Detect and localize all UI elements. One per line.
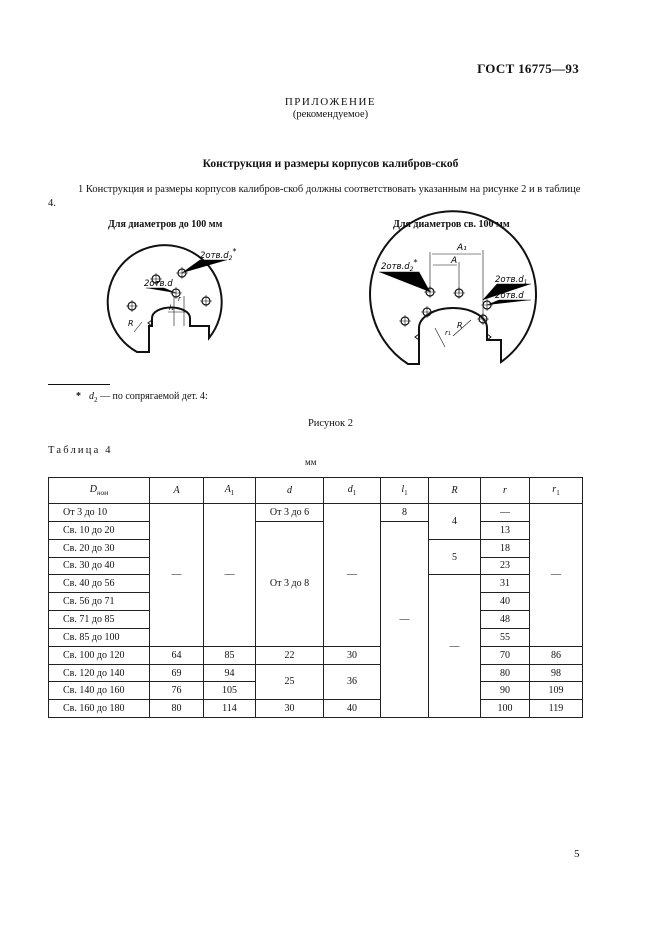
cell-d1: 40: [324, 700, 381, 718]
cell-r: 48: [481, 611, 530, 629]
cell-R: 4: [429, 504, 481, 540]
cell-r: 70: [481, 646, 530, 664]
cell-r: 23: [481, 557, 530, 575]
footnote-symbol-sub: 2: [94, 396, 98, 404]
section-title: Конструкция и размеры корпусов калибров-скоб: [202, 158, 459, 170]
left-label-d-holes: 2отв.d: [144, 279, 173, 289]
col-header-d: d: [256, 478, 324, 504]
col-header-D: $D_{ном}$: [49, 478, 150, 504]
cell-d1: —: [324, 504, 381, 647]
table-row: [49, 521, 583, 539]
cell-A: 76: [150, 682, 204, 700]
cell-A: 69: [150, 664, 204, 682]
cell-dnom: Св. 30 до 40: [49, 557, 150, 575]
cell-d1: 30: [324, 646, 381, 664]
cell-A1: 85: [204, 646, 256, 664]
cell-r1: —: [530, 504, 583, 647]
table-header-row: [49, 478, 583, 504]
table-row: [49, 664, 583, 682]
cell-dnom: Св. 140 до 160: [49, 682, 150, 700]
cell-dnom: Св. 10 до 20: [49, 521, 150, 539]
cell-R: 5: [429, 539, 481, 575]
right-label-r1: r₁: [445, 329, 451, 337]
cell-A: 64: [150, 646, 204, 664]
cell-r: 13: [481, 521, 530, 539]
standard-code: ГОСТ 16775—93: [477, 61, 579, 76]
right-label-R: R: [457, 321, 463, 330]
col-header-r: r: [481, 478, 530, 504]
right-label-d1-holes: $2отв.d_1$: [495, 275, 528, 286]
cell-A1: 105: [204, 682, 256, 700]
cell-dnom: Св. 100 до 120: [49, 646, 150, 664]
cell-r: 31: [481, 575, 530, 593]
cell-d: От 3 до 6: [256, 504, 324, 522]
cell-A1: 94: [204, 664, 256, 682]
cell-d: От 3 до 8: [256, 521, 324, 646]
cell-dnom: От 3 до 10: [49, 504, 150, 522]
cell-d: 22: [256, 646, 324, 664]
table-row: [49, 646, 583, 664]
cell-A: —: [150, 504, 204, 647]
cell-A: 80: [150, 700, 204, 718]
intro-paragraph: 1 Конструкция и размеры корпусов калибров-скоб должны соответствовать указанным на рисунке 2 и в таблице 4.: [48, 184, 581, 209]
left-label-R: R: [128, 319, 134, 328]
right-figure-caption: Для диаметров св. 100 мм: [393, 219, 510, 230]
cell-dnom: Св. 71 до 85: [49, 611, 150, 629]
dimensions-table: [48, 477, 583, 718]
footnote-symbol: d: [89, 391, 94, 402]
right-label-d-holes: 2отв.d: [495, 291, 524, 301]
cell-r1: 98: [530, 664, 583, 682]
right-label-d2-holes: $2отв.d_2*$: [381, 258, 418, 273]
left-figure-caption: Для диаметров до 100 мм: [108, 219, 223, 230]
footnote-rule: [48, 384, 110, 385]
gauge-drawing-large: [375, 232, 535, 372]
cell-d1: 36: [324, 664, 381, 700]
left-label-d2-holes: $2отв.d_2*$: [200, 247, 237, 262]
col-header-R: R: [429, 478, 481, 504]
left-label-r: r: [178, 295, 181, 303]
cell-r: 100: [481, 700, 530, 718]
footnote-marker: *: [76, 391, 81, 402]
right-label-A: A: [451, 256, 458, 266]
appendix-title: ПРИЛОЖЕНИЕ: [284, 96, 377, 108]
figure-caption: Рисунок 2: [307, 418, 354, 429]
cell-dnom: Св. 160 до 180: [49, 700, 150, 718]
col-header-l1: $l_1$: [381, 478, 429, 504]
col-header-A: A: [150, 478, 204, 504]
cell-dnom: Св. 40 до 56: [49, 575, 150, 593]
cell-r1: 86: [530, 646, 583, 664]
cell-A1: —: [204, 504, 256, 647]
cell-A1: 114: [204, 700, 256, 718]
page-number: 5: [574, 848, 580, 860]
gauge-drawing-small: [112, 238, 237, 358]
footnote: [76, 391, 208, 404]
right-label-A1: A₁: [457, 243, 467, 253]
table-row: [49, 504, 583, 522]
table-units: мм: [305, 457, 317, 467]
cell-r: 18: [481, 539, 530, 557]
cell-d: 25: [256, 664, 324, 700]
cell-dnom: Св. 85 до 100: [49, 628, 150, 646]
appendix-subtitle: (рекомендуемое): [292, 109, 369, 120]
cell-dnom: Св. 20 до 30: [49, 539, 150, 557]
col-header-d1: $d_1$: [324, 478, 381, 504]
cell-R: —: [429, 575, 481, 718]
col-header-r1: $r_1$: [530, 478, 583, 504]
table-label: Таблица 4: [48, 445, 113, 456]
cell-r: 55: [481, 628, 530, 646]
cell-r1: 109: [530, 682, 583, 700]
cell-dnom: Св. 120 до 140: [49, 664, 150, 682]
table-row: [49, 700, 583, 718]
cell-r: 40: [481, 593, 530, 611]
cell-r: 80: [481, 664, 530, 682]
cell-l1: 8: [381, 504, 429, 522]
cell-d: 30: [256, 700, 324, 718]
cell-dnom: Св. 56 до 71: [49, 593, 150, 611]
cell-l1: —: [381, 521, 429, 717]
col-header-A1: $A_1$: [204, 478, 256, 504]
left-label-l1: l₁: [169, 304, 174, 312]
cell-r1: 119: [530, 700, 583, 718]
cell-r: 90: [481, 682, 530, 700]
footnote-text: — по сопрягаемой дет. 4:: [97, 391, 208, 402]
cell-r: —: [481, 504, 530, 522]
